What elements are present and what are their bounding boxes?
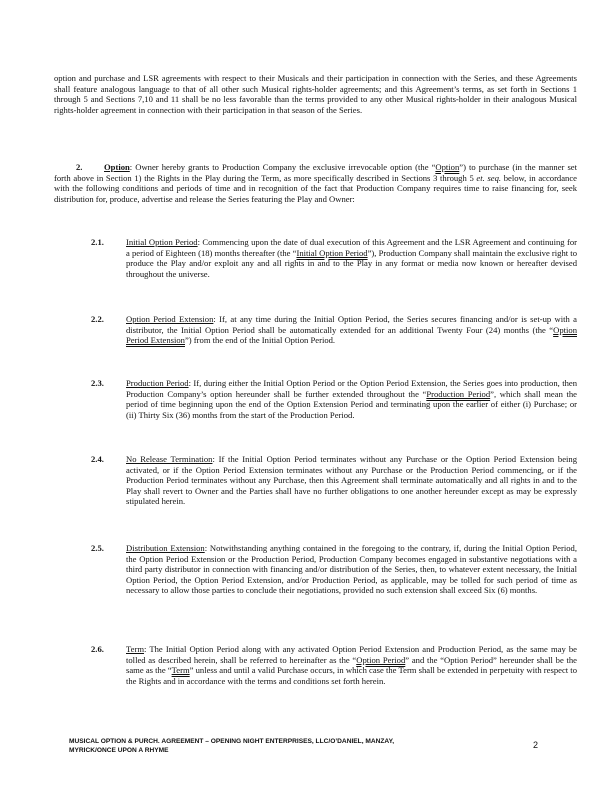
page-footer bbox=[69, 737, 499, 755]
subsection-body bbox=[126, 314, 577, 346]
subsection-text: ”, which shall mean the period of time beginning upon the end of the Option Extension Period and terminating upon the earlier of either (i) Purchase; or (ii) Thirty Six (36) months from the start of the Production Period. bbox=[126, 388, 577, 420]
section-text: : Owner hereby grants to Production Company the exclusive irrevocable option (the “ bbox=[129, 162, 436, 172]
subsection-title: Production Period bbox=[126, 378, 189, 388]
section-text: below, in accordance with the following conditions and periods of time and in recognition of the fact that Production Company requires time to raise financing for, seek distribution for, produce, advertise and release the Series featuring the Play and Owner: bbox=[54, 172, 577, 204]
subsection-body bbox=[126, 454, 577, 507]
subsection-text: : Commencing upon the date of dual execution of this Agreement and the LSR Agreement and continuing for a period of Eighteen (18) months thereafter (the “ bbox=[126, 237, 577, 258]
defined-term: Production Period bbox=[426, 388, 491, 399]
subsection-body bbox=[126, 237, 577, 279]
subsection-title: Term bbox=[126, 644, 145, 654]
subsection-text: : The Initial Option Period along with any activated Option Period Extension and Production Period, as the same may be tolled as described herein, shall be referred to hereinafter as the “ bbox=[126, 644, 577, 665]
subsection-title: Initial Option Period bbox=[126, 237, 198, 247]
subsection-body bbox=[126, 378, 577, 420]
subsection-number: 2.6. bbox=[91, 644, 104, 654]
defined-term: Option Period bbox=[356, 654, 406, 665]
page-number: 2 bbox=[533, 740, 539, 750]
subsection-body bbox=[126, 543, 577, 596]
defined-term: Initial Option Period bbox=[296, 247, 368, 258]
subsection-text: : If, at any time during the Initial Option Period, the Series secures financing and/or is set-up with a distributor, the Initial Option Period shall be automatically extended for an additional Twenty Four (24) months (the “ bbox=[126, 314, 577, 335]
subsection-number: 2.3. bbox=[91, 378, 104, 388]
defined-term: Option Period Extension bbox=[126, 324, 577, 345]
section-2-option bbox=[54, 162, 577, 204]
intro-paragraph: option and purchase and LSR agreements with respect to their Musicals and their participation in connection with the Series, and these Agreements shall feature analogous language to that of all other such Musical rights-holder agreements; and this Agreement’s terms, as set forth in Sections 1 through 5 and Sections 7,10 and 11 shall be no less favorable than the terms provided to any other Musical rights-holder in their analogous Musical rights-holder agreement in connection with their participation in that season of the Series. bbox=[54, 73, 577, 115]
footer-line: MYRICK/ONCE UPON A RHYME bbox=[69, 747, 169, 754]
subsection-title: Distribution Extension bbox=[126, 543, 205, 553]
subsection-body bbox=[126, 644, 577, 686]
section-text: ”) to purchase (in the manner set forth above in Section 1) the Rights in the Play during the Term, as more specifically described in Sections 3 through 5 bbox=[54, 162, 577, 183]
section-title: Option bbox=[104, 162, 130, 172]
subsection-text: : Notwithstanding anything contained in the foregoing to the contrary, if, during the Initial Option Period, the Option Period Extension or the Production Period, Production Company becomes engaged in substantive negotiations with a third party distributor in connection with financing and/or distribution of the Series, then, to whatever extent necessary, the Initial Option Period, the Option Period Extension, and/or Production Period, as applicable, may be tolled for such period of time as necessary to allow those parties to conclude their negotiations, provided no such extension shall exceed Six (6) months. bbox=[126, 543, 577, 595]
section-text-italic: et. seq. bbox=[476, 172, 502, 183]
subsection-number: 2.1. bbox=[91, 237, 104, 247]
subsection-text: ” and the “Option Period” hereunder shall be the same as the “ bbox=[126, 654, 577, 675]
subsection-text: ”), Production Company shall maintain the exclusive right to produce the Play and/or exploit any and all rights in and to the Play in any format or media now known or hereafter devised throughout the universe. bbox=[126, 247, 577, 279]
subsection-number: 2.4. bbox=[91, 454, 104, 464]
defined-term: Option bbox=[435, 162, 460, 172]
subsection-number: 2.2. bbox=[91, 314, 104, 324]
defined-term: Term bbox=[171, 665, 190, 675]
subsection-title: No Release Termination bbox=[126, 454, 213, 464]
subsection-text: : If the Initial Option Period terminates without any Purchase or the Option Period Extension being activated, or if the Option Period Extension terminates without any Purchase or the Production Period commencing, or if the Production Period terminates without any Purchase, then this Agreement shall terminate automatically and all rights in and to the Play shall revert to Owner and the Parties shall have no further obligations to one another hereunder except as may be expressly stipulated herein. bbox=[126, 454, 577, 506]
subsection-text: ”) from the end of the Initial Option Period. bbox=[184, 335, 336, 345]
subsection-number: 2.5. bbox=[91, 543, 104, 553]
subsection-text: ” unless and until a valid Purchase occurs, in which case the Term shall be extended in perpetuity with respect to the Rights and in accordance with the terms and conditions set forth herein. bbox=[126, 665, 577, 686]
section-number: 2. bbox=[76, 162, 83, 172]
footer-line: MUSICAL OPTION & PURCH. AGREEMENT – OPENING NIGHT ENTERPRISES, LLC/O’DANIEL, MANZAY, bbox=[69, 738, 395, 745]
subsection-text: : If, during either the Initial Option Period or the Option Period Extension, the Series goes into production, then Production Company’s option hereunder shall be further extended throughout the “ bbox=[126, 378, 577, 399]
subsection-title: Option Period Extension bbox=[126, 314, 214, 324]
